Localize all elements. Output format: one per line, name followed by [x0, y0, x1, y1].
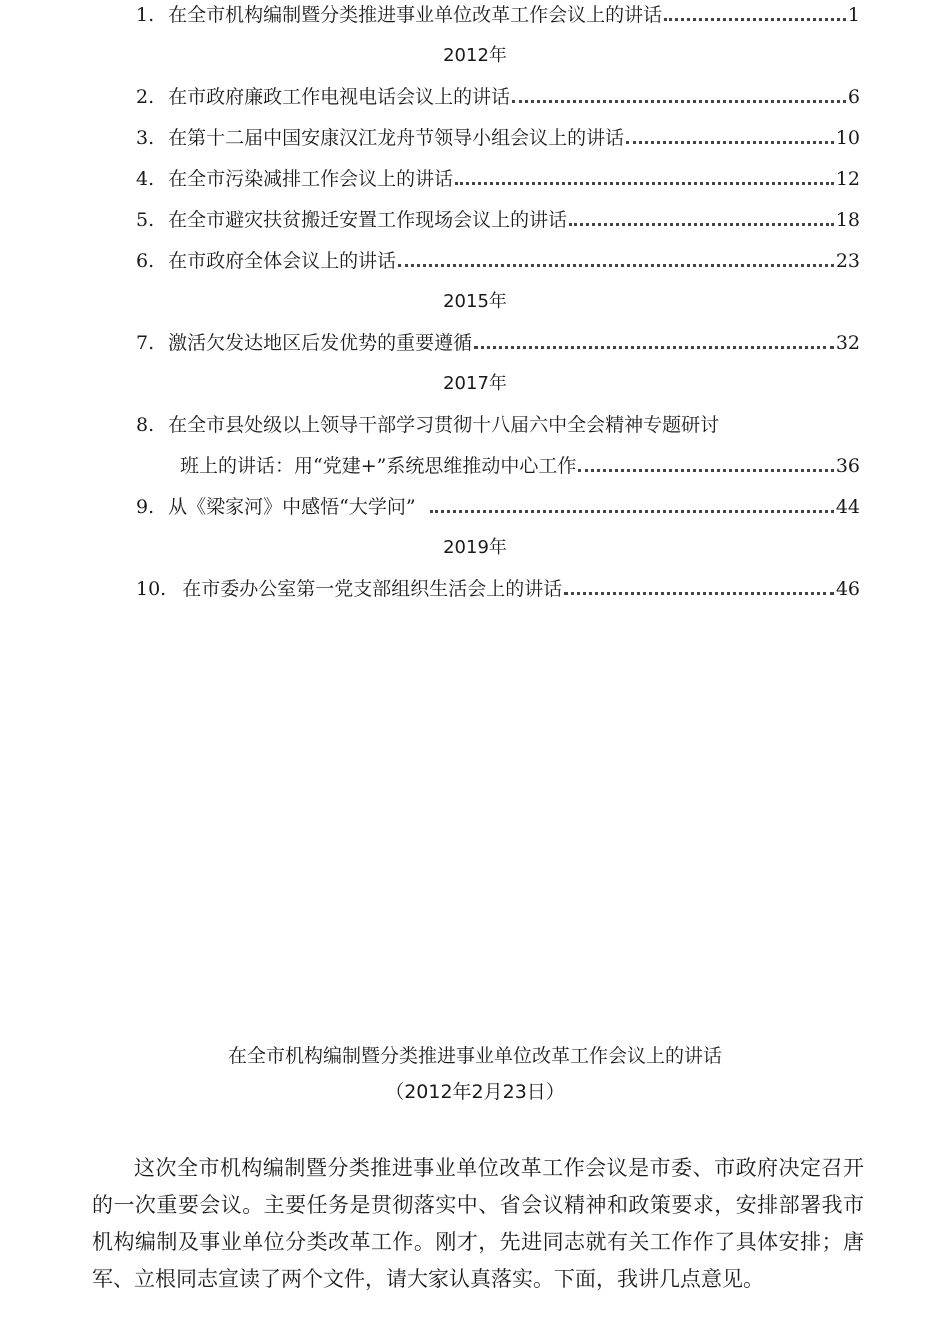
toc-entry-title-cont: 班上的讲话：用“党建+”系统思维推动中心工作 — [180, 455, 577, 477]
toc-entry-title: 在全市机构编制暨分类推进事业单位改革工作会议上的讲话 — [168, 4, 663, 26]
speech-date: （2012年2月23日） — [385, 1081, 565, 1103]
toc-entry-title: 在全市县处级以上领导干部学习贯彻十八届六中全会精神专题研讨 — [168, 414, 720, 436]
toc-entry[interactable] — [136, 124, 860, 152]
toc-entry[interactable] — [136, 411, 860, 439]
year-heading: 2012年 — [443, 45, 507, 66]
dot-leader — [569, 206, 834, 234]
dot-leader — [512, 83, 846, 111]
dot-leader — [626, 124, 834, 152]
toc-entry[interactable] — [136, 247, 860, 275]
dot-leader — [455, 165, 834, 193]
dot-leader — [430, 493, 834, 521]
toc-entry-title: 在市政府廉政工作电视电话会议上的讲话 — [168, 86, 511, 108]
toc-entry-title: 在全市污染减排工作会议上的讲话 — [168, 168, 454, 190]
toc-entry-page: 46 — [835, 578, 860, 600]
toc-entry[interactable] — [136, 329, 860, 357]
toc-entry-continuation[interactable] — [180, 452, 860, 480]
toc-entry-page: 36 — [835, 455, 860, 477]
toc-entry-title: 从《梁家河》中感悟“大学问” — [168, 496, 416, 518]
toc-entry-page: 44 — [835, 496, 860, 518]
toc-entry-title: 激活欠发达地区后发优势的重要遵循 — [168, 332, 473, 354]
toc-entry[interactable] — [136, 1, 860, 29]
toc-entry-page: 18 — [835, 209, 860, 231]
toc-entry-page: 6 — [847, 86, 860, 108]
toc-entry-page: 12 — [835, 168, 860, 190]
toc-entry-number: 7. — [136, 332, 155, 354]
toc-entry-number: 5. — [136, 209, 155, 231]
toc-entry-page: 32 — [835, 332, 860, 354]
dot-leader — [398, 247, 834, 275]
toc-entry-number: 2. — [136, 86, 155, 108]
toc-entry-page: 23 — [835, 250, 860, 272]
year-heading: 2017年 — [443, 373, 507, 394]
toc-entry-number: 10. — [136, 578, 167, 600]
dot-leader — [474, 329, 834, 357]
toc-entry[interactable] — [136, 206, 860, 234]
toc-entry-title: 在全市避灾扶贫搬迁安置工作现场会议上的讲话 — [168, 209, 568, 231]
toc-entry[interactable] — [136, 575, 860, 603]
toc-entry[interactable] — [136, 165, 860, 193]
toc-entry-page: 10 — [835, 127, 860, 149]
toc-entry-page: 1 — [847, 4, 860, 26]
toc-entry-title: 在第十二届中国安康汉江龙舟节领导小组会议上的讲话 — [168, 127, 625, 149]
toc-entry-number: 6. — [136, 250, 155, 272]
toc-entry-number: 8. — [136, 414, 155, 436]
toc-entry-title: 在市政府全体会议上的讲话 — [168, 250, 397, 272]
toc-entry-number: 3. — [136, 127, 155, 149]
toc-entry-number: 1. — [136, 4, 155, 26]
speech-paragraph: 这次全市机构编制暨分类推进事业单位改革工作会议是市委、市政府决定召开的一次重要会议。主要任务是贯彻落实中、省会议精神和政策要求，安排部署我市机构编制及事业单位分类改革工作。刚才，先进同志就有关工作作了具体安排；唐军、立根同志宣读了两个文件，请大家认真落实。下面，我讲几点意见。 — [92, 1156, 864, 1291]
toc-entry[interactable] — [136, 83, 860, 111]
dot-leader — [578, 452, 833, 480]
toc-entry-number: 4. — [136, 168, 155, 190]
toc-entry-title: 在市委办公室第一党支部组织生活会上的讲话 — [182, 578, 563, 600]
toc-entry[interactable] — [136, 493, 860, 521]
speech-title: 在全市机构编制暨分类推进事业单位改革工作会议上的讲话 — [227, 1045, 722, 1067]
dot-leader — [664, 1, 846, 29]
toc-entry-number: 9. — [136, 496, 155, 518]
dot-leader — [564, 575, 834, 603]
year-heading: 2015年 — [443, 291, 507, 312]
year-heading: 2019年 — [443, 537, 507, 558]
